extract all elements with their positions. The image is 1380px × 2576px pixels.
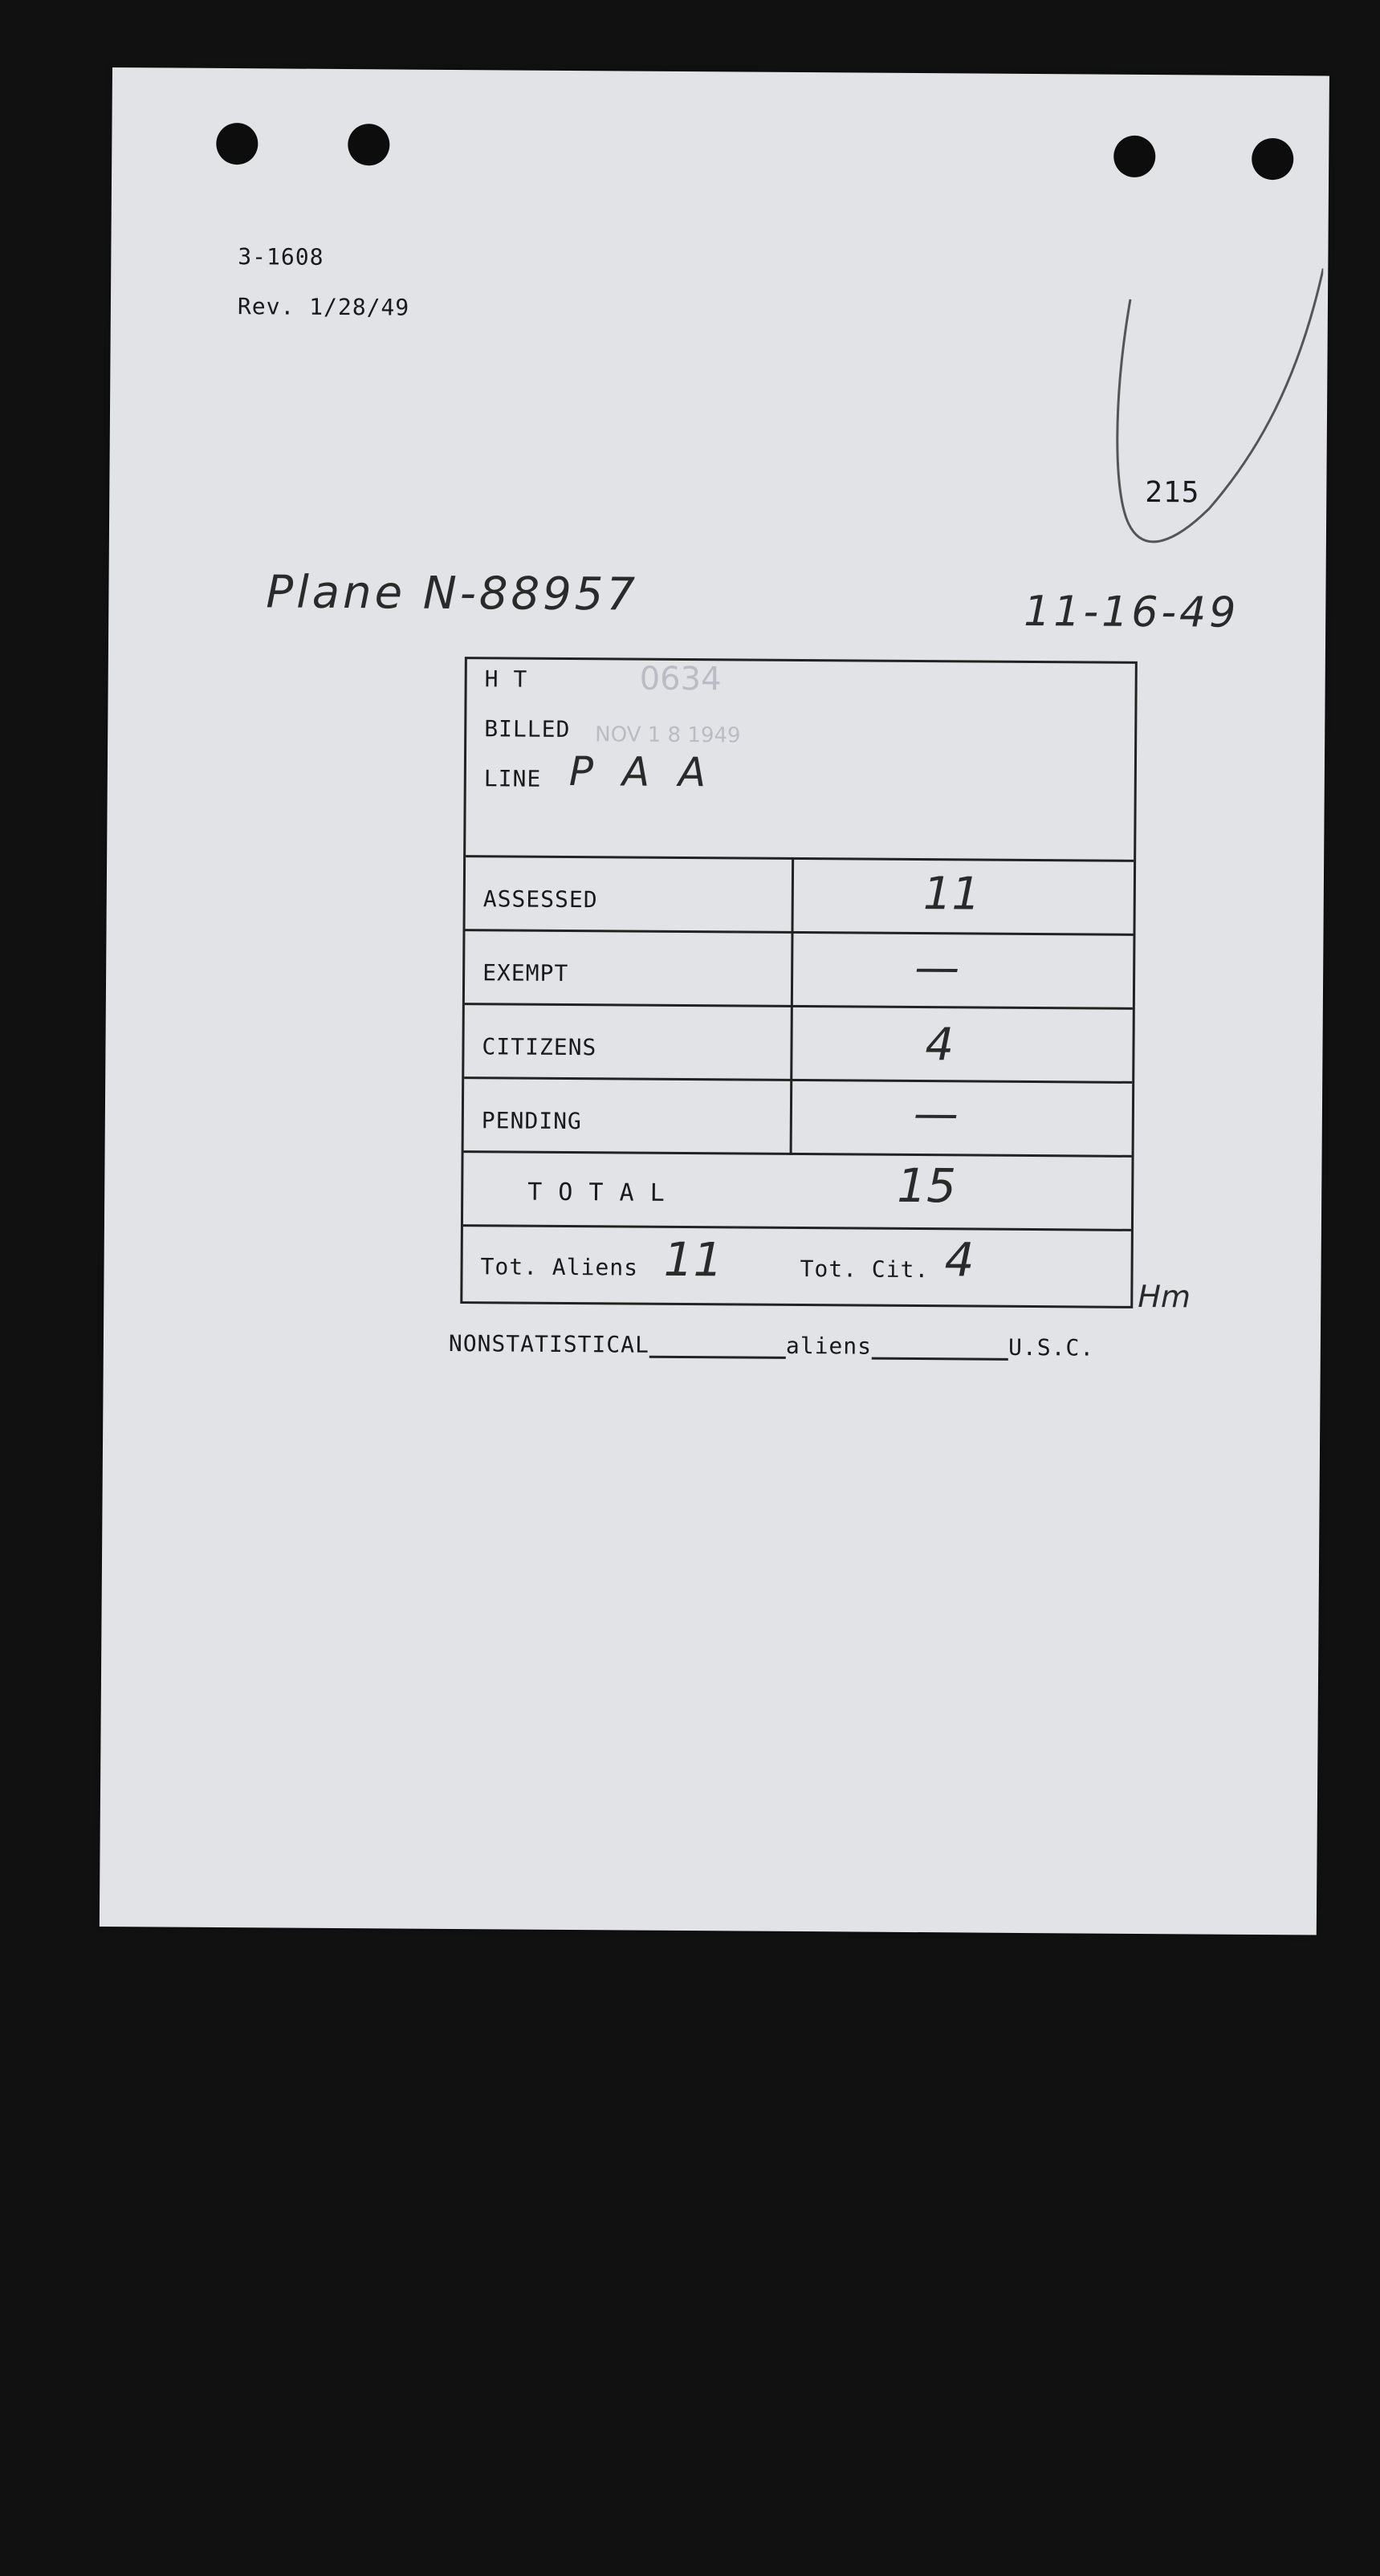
usc-label: U.S.C. [1008,1333,1095,1361]
nonstatistical-label: NONSTATISTICAL [448,1329,650,1358]
nonstatistical-line [449,1330,1095,1361]
ht-label: H T [484,665,528,693]
pending-value: — [913,1087,959,1141]
citizens-label: CITIZENS [482,1033,597,1061]
handwritten-line-value: P A A [568,747,714,796]
tot-cit-value: 4 [944,1232,975,1288]
form-revision: Rev. 1/28/49 [237,293,410,321]
exempt-label: EXEMPT [482,959,569,987]
stamp-date: NOV 1 8 1949 [595,722,741,748]
total-label: T O T A L [527,1178,666,1207]
citizens-value: 4 [925,1019,955,1072]
punch-hole [348,124,389,165]
nonstatistical-blank [649,1337,786,1359]
aliens-label: aliens [785,1332,873,1360]
billed-label: BILLED [484,715,571,743]
total-value: 15 [897,1158,957,1214]
exempt-value: — [914,942,960,995]
tot-cit-label: Tot. Cit. [800,1255,930,1284]
assessed-label: ASSESSED [482,885,598,914]
handwritten-plane: Plane N-88957 [266,566,639,621]
checkmark-icon [984,170,1324,574]
document-page [100,67,1329,1935]
tot-aliens-value: 11 [663,1231,723,1288]
form-number: 3-1608 [238,243,324,271]
pending-label: PENDING [481,1107,582,1135]
passenger-form-table [460,657,1138,1308]
assessed-value: 11 [922,868,981,921]
stamp-number: 0634 [639,660,722,698]
handwritten-initials: Hm [1138,1278,1191,1315]
tot-aliens-label: Tot. Aliens [480,1253,639,1281]
handwritten-date: 11-16-49 [1024,587,1240,637]
punch-hole [216,123,258,165]
line-label: LINE [483,765,542,792]
page-number: 215 [1145,475,1200,510]
usc-blank [872,1338,1008,1361]
